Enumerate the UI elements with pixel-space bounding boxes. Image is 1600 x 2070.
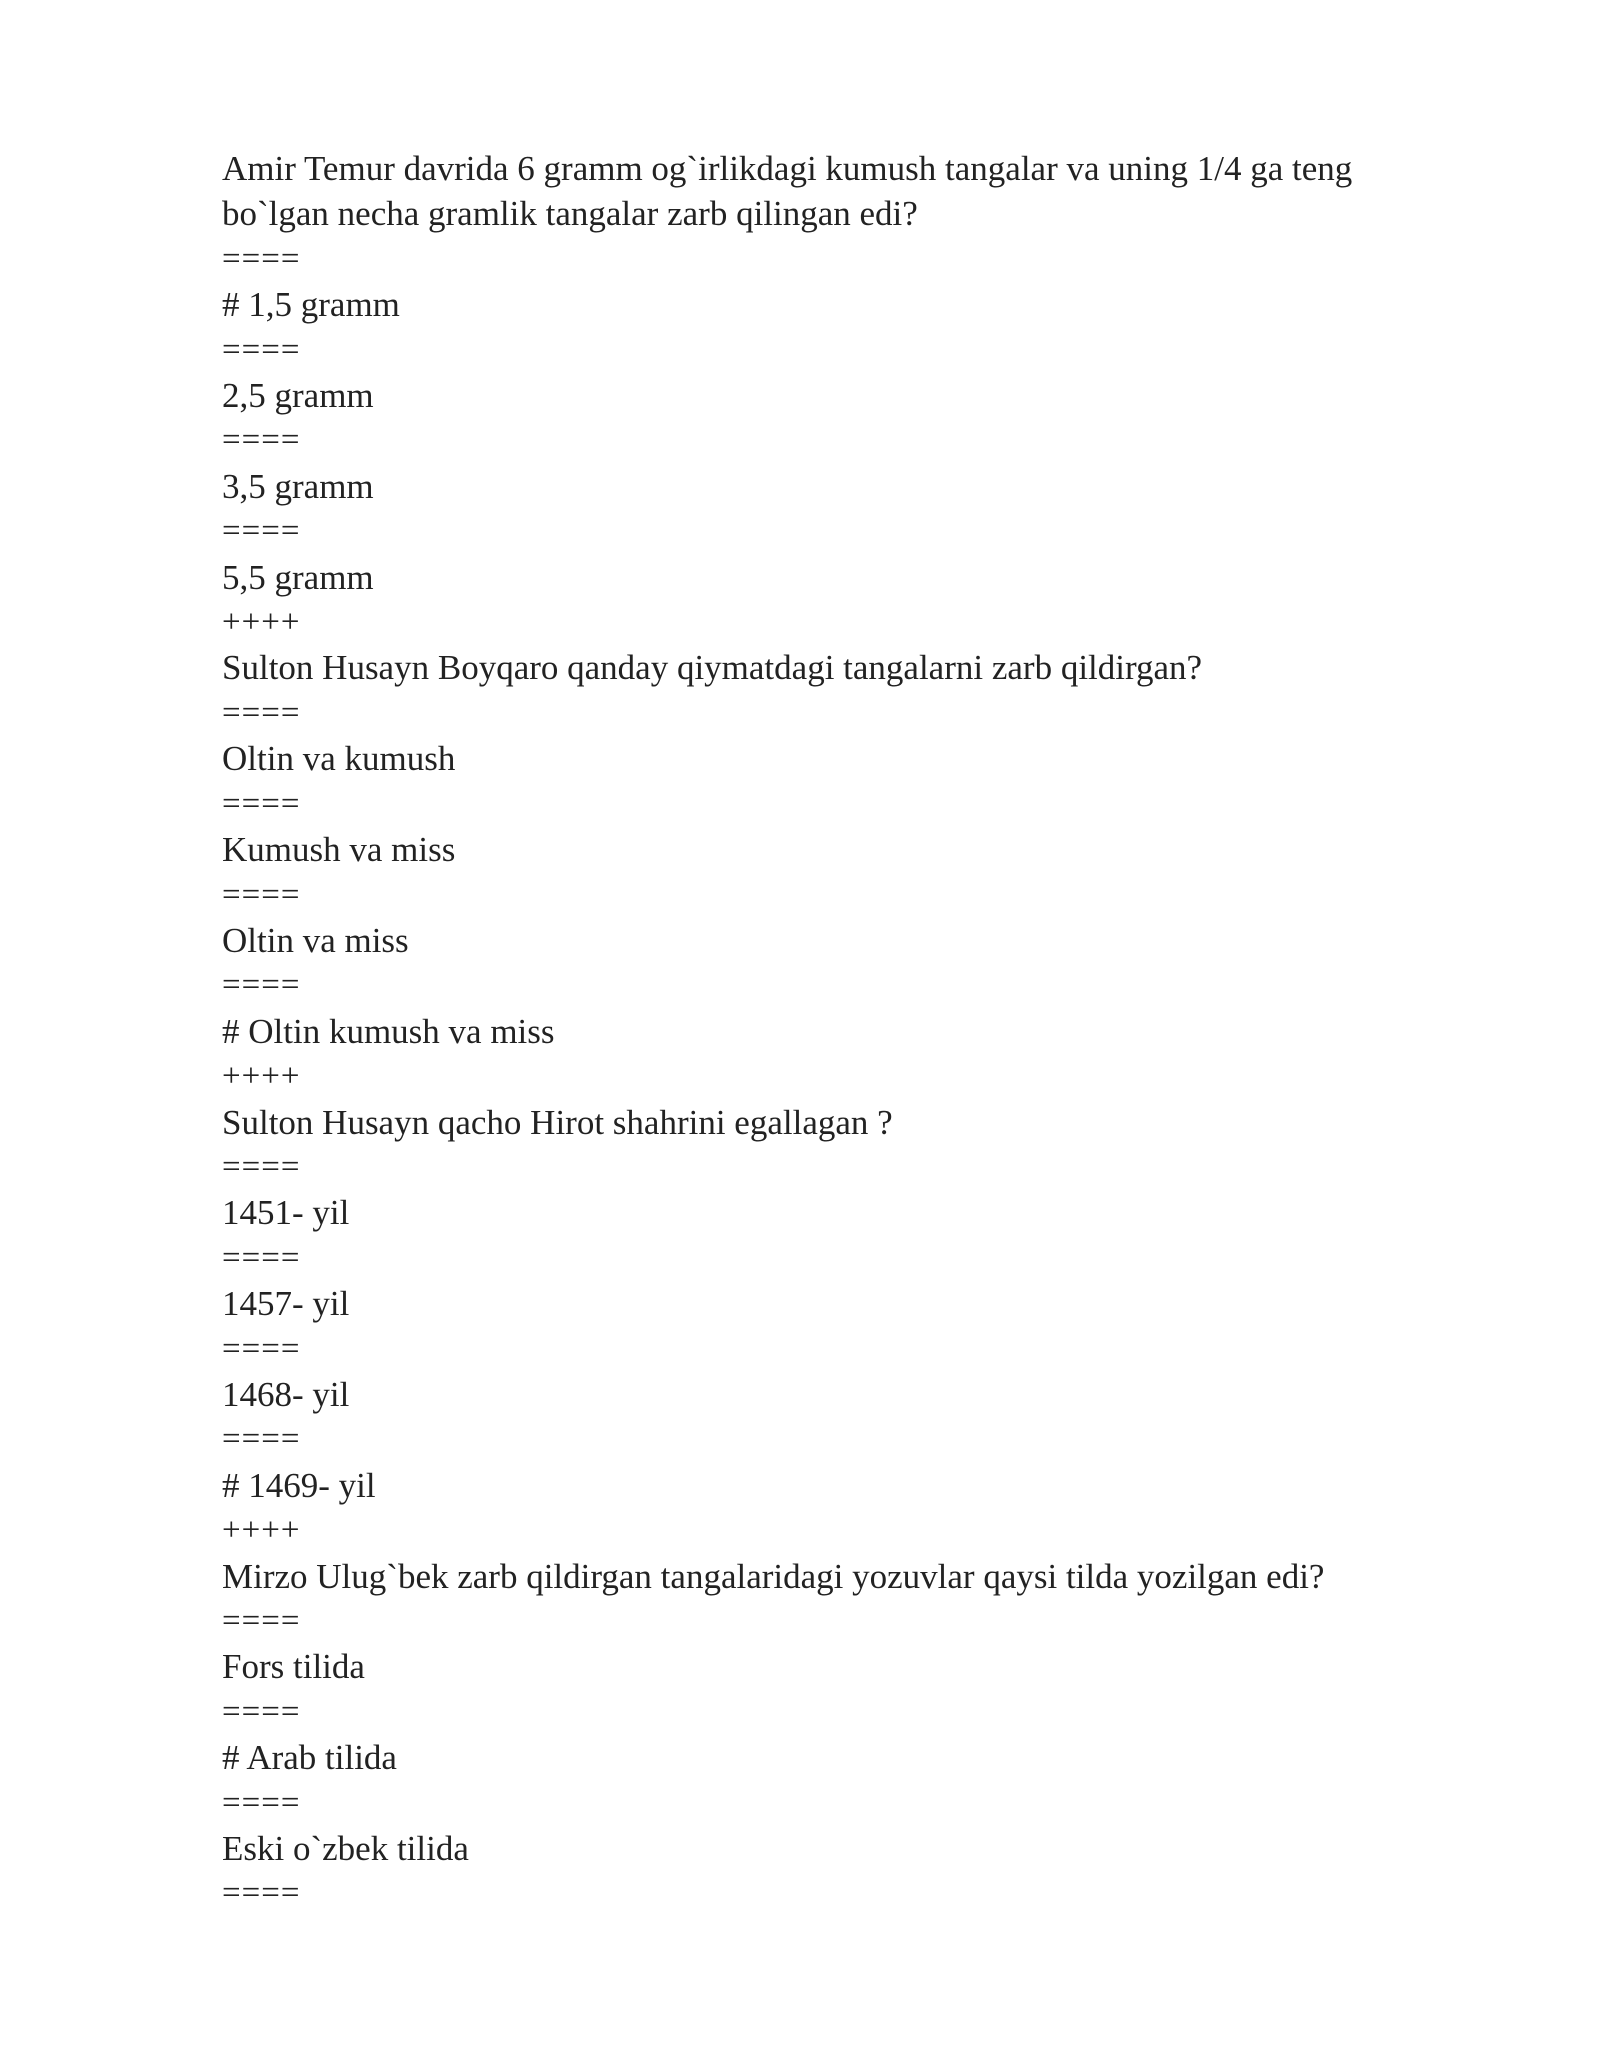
answer-option: Kumush va miss	[222, 830, 456, 870]
answer-option: Fors tilida	[222, 1647, 365, 1687]
answer-option: 1457- yil	[222, 1284, 350, 1324]
option-separator: ====	[222, 1421, 301, 1458]
correct-answer-option: # Oltin kumush va miss	[222, 1011, 555, 1051]
correct-answer-option: # 1,5 gramm	[222, 285, 400, 325]
option-separator: ====	[222, 331, 301, 368]
question-text: Mirzo Ulug`bek zarb qildirgan tangalaridagi yozuvlar qaysi tilda yozilgan edi?	[222, 1556, 1325, 1596]
option-separator: ====	[222, 240, 301, 277]
answer-option: 5,5 gramm	[222, 557, 374, 597]
answer-option: Oltin va miss	[222, 920, 409, 960]
option-separator: ====	[222, 1693, 301, 1730]
answer-option: 1468- yil	[222, 1374, 350, 1414]
option-separator: ====	[222, 1330, 301, 1367]
option-separator: ====	[222, 422, 301, 459]
option-separator: ====	[222, 513, 301, 550]
option-separator: ====	[222, 1875, 301, 1912]
option-separator: ====	[222, 1603, 301, 1639]
question-divider: ++++	[222, 1512, 301, 1549]
option-separator: ====	[222, 1148, 301, 1185]
option-separator: ====	[222, 876, 301, 913]
correct-answer-option: # Arab tilida	[222, 1738, 397, 1778]
option-separator: ====	[222, 785, 301, 822]
correct-answer-option: # 1469- yil	[222, 1465, 376, 1505]
option-separator: ====	[222, 1239, 301, 1276]
question-divider: ++++	[222, 604, 301, 641]
answer-option: Oltin va kumush	[222, 739, 456, 779]
question-text: Amir Temur davrida 6 gramm og`irlikdagi kumush tangalar va uning 1/4 ga teng	[222, 149, 1353, 188]
answer-option: 3,5 gramm	[222, 466, 374, 506]
question-text: bo`lgan necha gramlik tangalar zarb qilingan edi?	[222, 194, 918, 234]
option-separator: ====	[222, 694, 301, 731]
question-text: Sulton Husayn qacho Hirot shahrini egallagan ?	[222, 1102, 893, 1142]
question-text: Sulton Husayn Boyqaro qanday qiymatdagi tangalarni zarb qildirgan?	[222, 648, 1203, 688]
option-separator: ====	[222, 1784, 301, 1821]
option-separator: ====	[222, 967, 301, 1004]
answer-option: Eski o`zbek tilida	[222, 1829, 469, 1869]
answer-option: 1451- yil	[222, 1193, 350, 1233]
question-divider: ++++	[222, 1058, 301, 1095]
document-body	[222, 146, 1422, 1917]
answer-option: 2,5 gramm	[222, 376, 374, 416]
